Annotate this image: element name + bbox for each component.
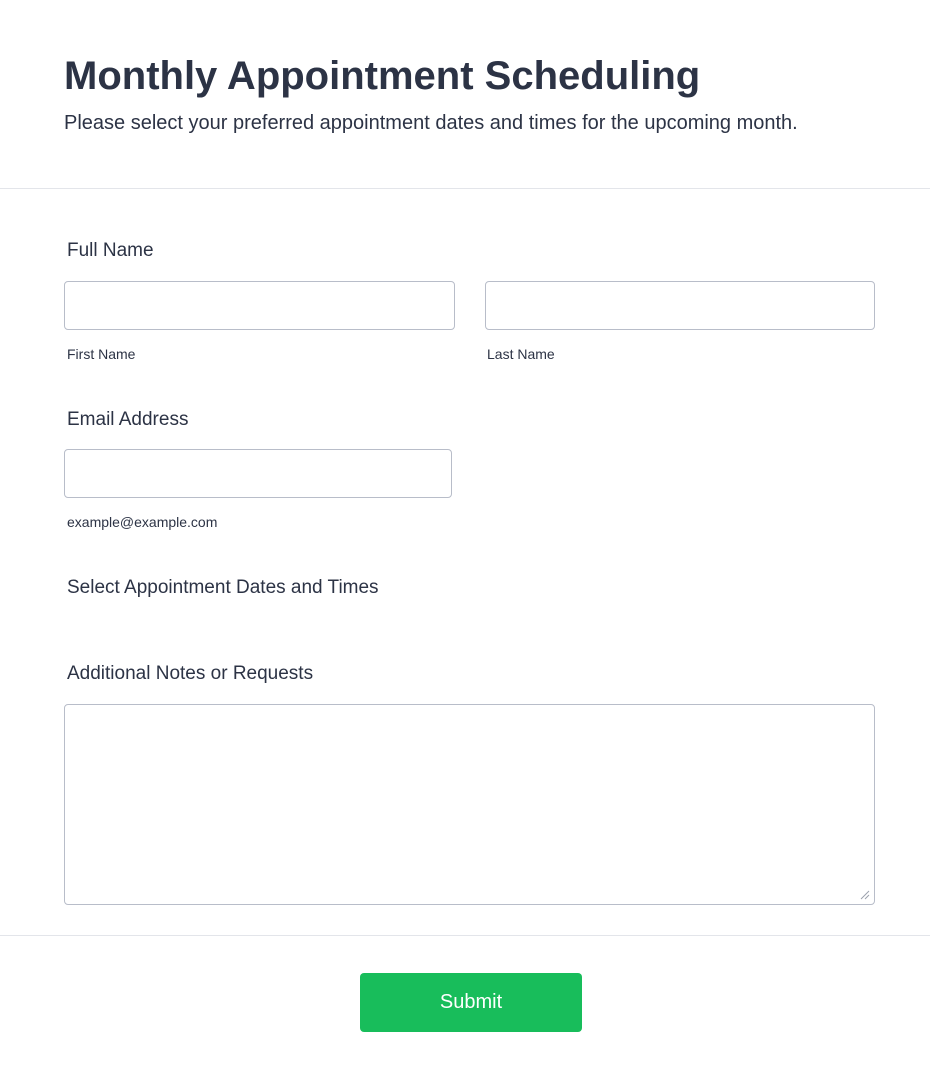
appointment-dates-label: Select Appointment Dates and Times <box>67 577 379 598</box>
first-name-input[interactable] <box>64 281 455 330</box>
last-name-sublabel: Last Name <box>487 346 555 362</box>
form-header <box>0 0 930 189</box>
email-sublabel: example@example.com <box>67 514 218 530</box>
notes-textarea[interactable] <box>64 704 875 905</box>
full-name-label: Full Name <box>67 240 154 261</box>
footer-divider <box>0 935 930 936</box>
resize-handle-icon[interactable] <box>858 888 870 900</box>
page-subtitle: Please select your preferred appointment dates and times for the upcoming month. <box>64 112 798 134</box>
email-label: Email Address <box>67 409 189 430</box>
last-name-input[interactable] <box>485 281 875 330</box>
notes-label: Additional Notes or Requests <box>67 663 314 684</box>
submit-button[interactable]: Submit <box>360 973 582 1032</box>
page-title: Monthly Appointment Scheduling <box>64 54 701 98</box>
first-name-sublabel: First Name <box>67 346 136 362</box>
email-input[interactable] <box>64 449 452 498</box>
